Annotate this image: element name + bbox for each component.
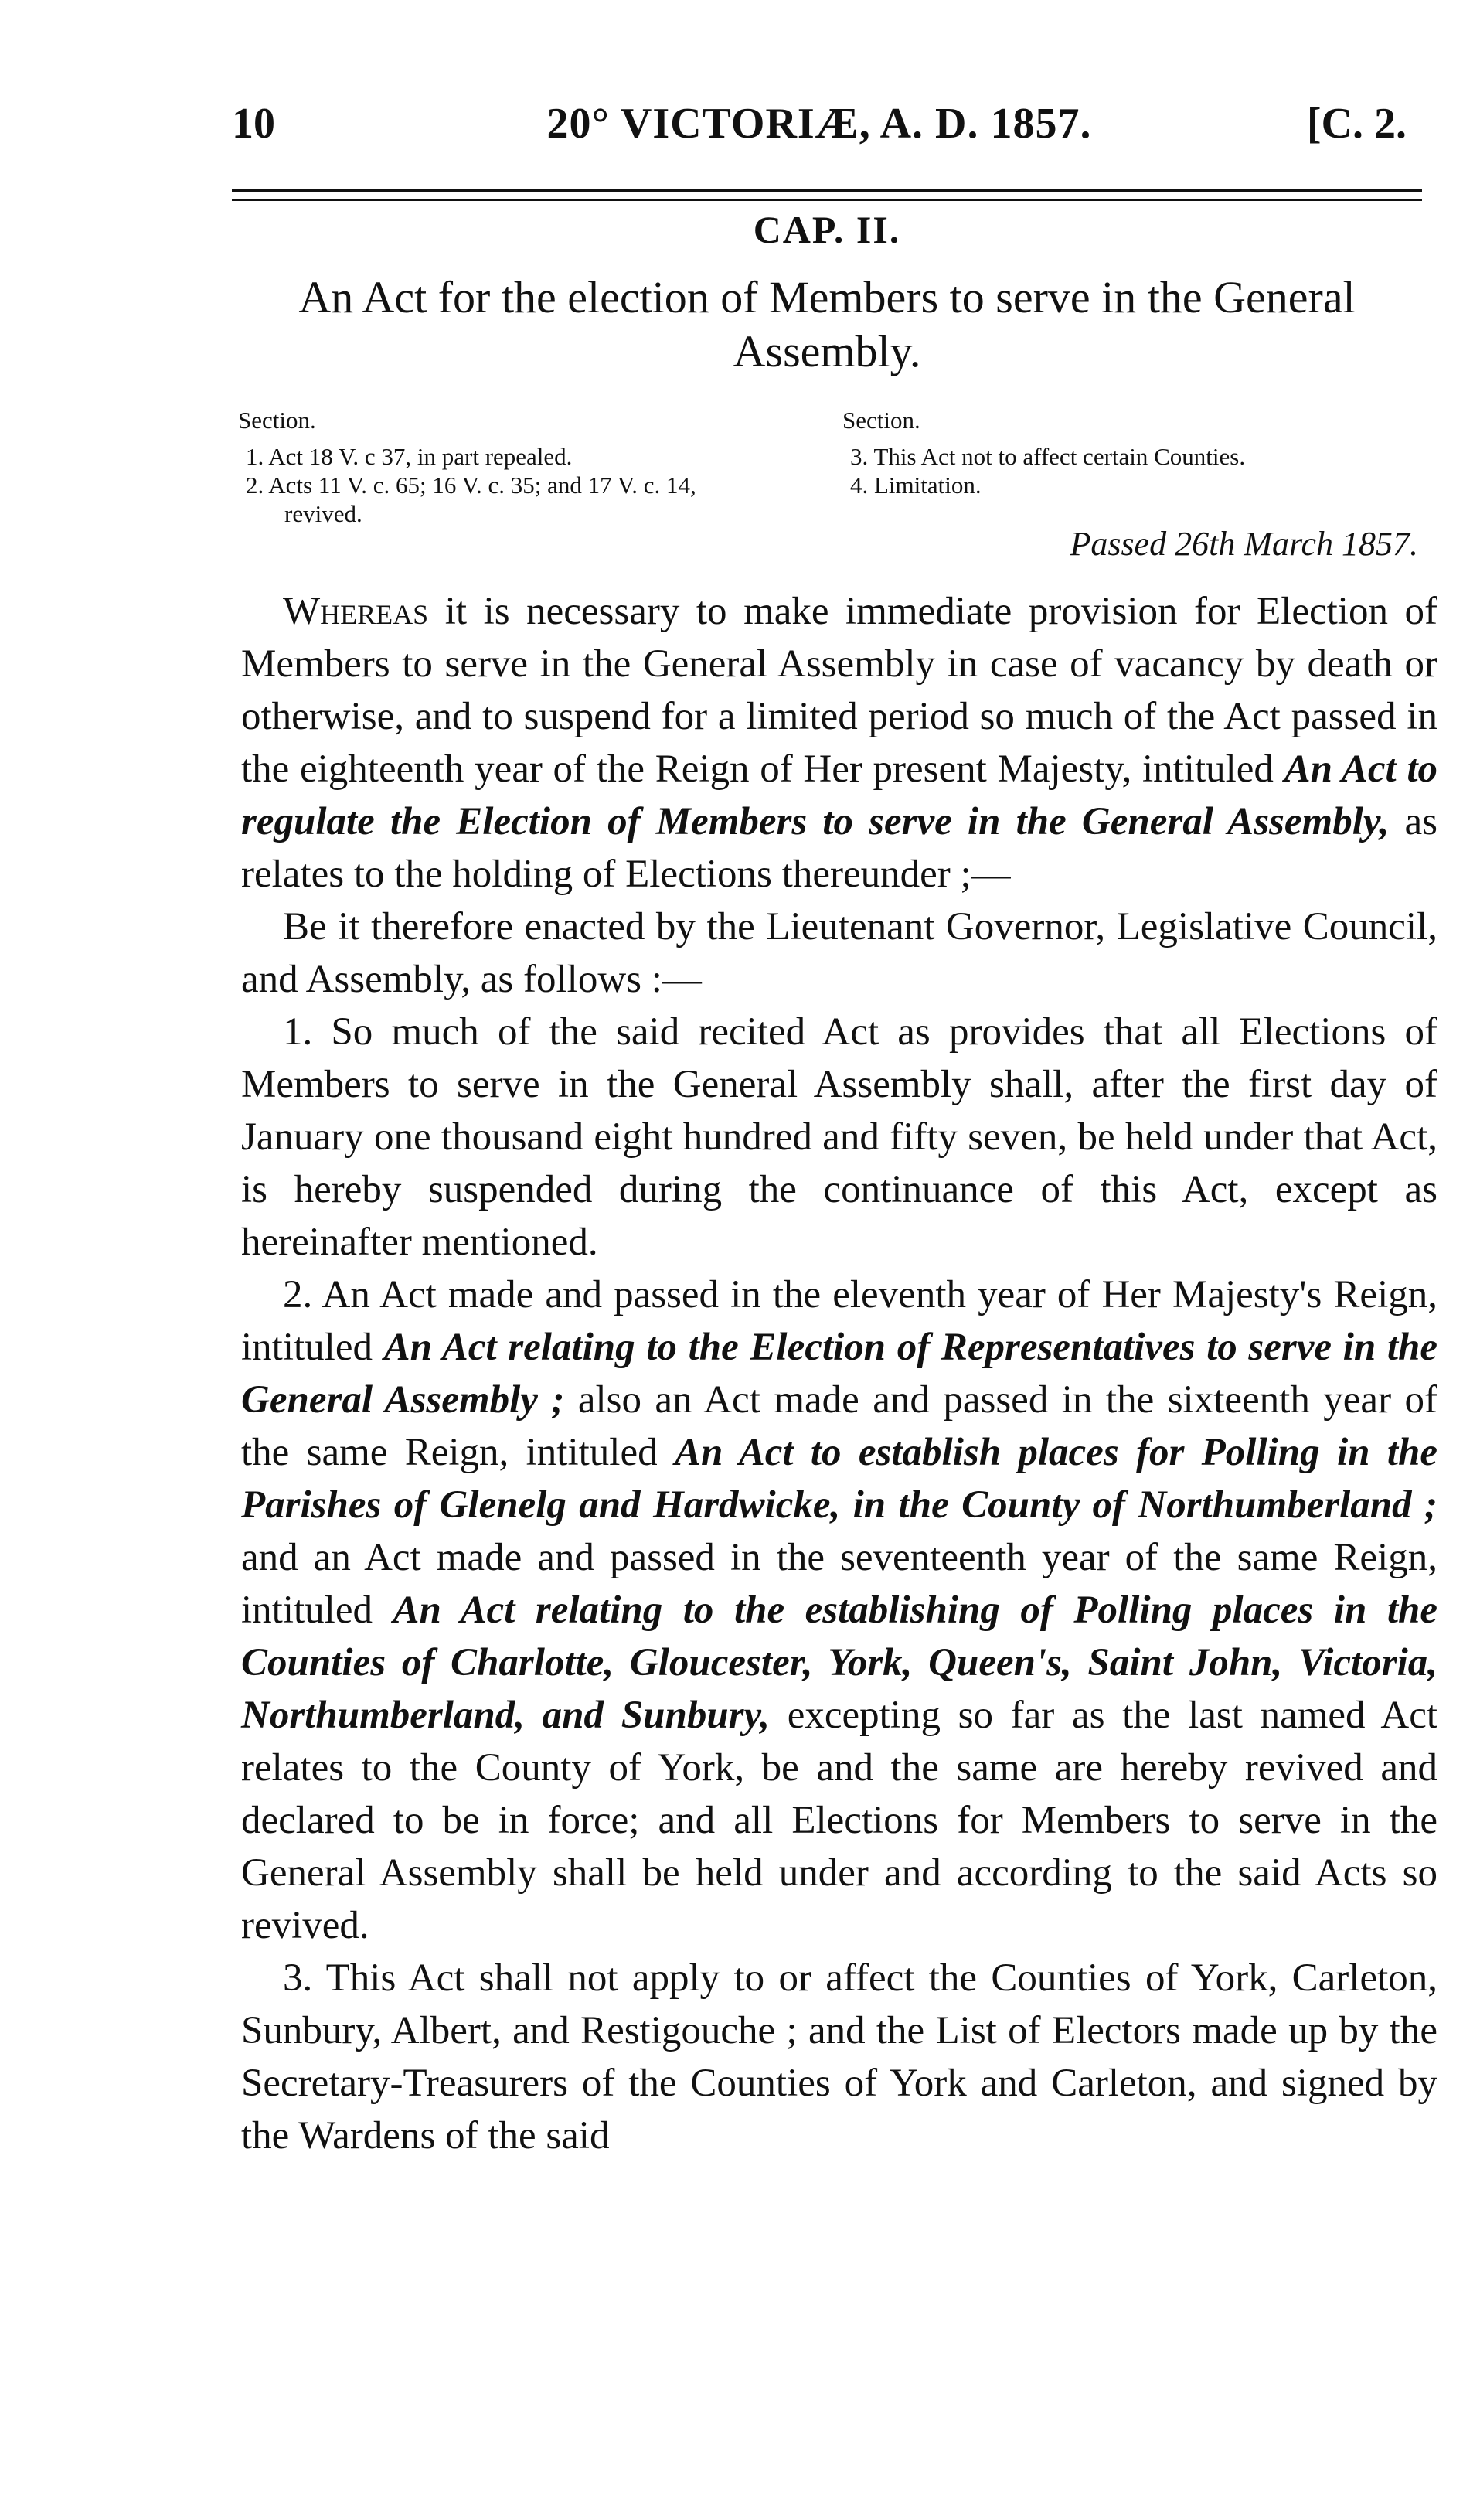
running-title: 20° VICTORIÆ, A. D. 1857. <box>546 100 1092 148</box>
contents-right-column <box>842 406 1430 499</box>
contents-heading: Section. <box>238 407 316 434</box>
enacting-clause: Be it therefore enacted by the Lieutenant Governor, Legislative Council, and Assembly, as follows :— <box>241 905 1437 1001</box>
preamble-text: it is necessary to make immediate provision for Election of Members to serve in the General Assembly in case of vacancy by death or otherwise, and to suspend for a limited period so much of the Act passed in the eighteenth year of the Reign of Her present Majesty, intituled <box>241 590 1437 791</box>
preamble-paragraph <box>241 585 1437 901</box>
act-name: An Act to regulate the Election of Members to serve in the General Assembly, <box>241 747 1437 843</box>
cap-heading: CAP. II. <box>753 208 901 251</box>
section-2 <box>241 1269 1437 1952</box>
preamble-text: as relates to the holding of Elections thereunder ;— <box>241 800 1437 896</box>
act-name: An Act relating to the Election of Representatives to serve in the General Assembly ; <box>241 1326 1437 1422</box>
contents-item: 1. Act 18 V. c 37, in part repealed. <box>246 443 573 470</box>
contents-item: 3. This Act not to affect certain Counties. <box>850 443 1246 470</box>
header-rule-thin <box>232 199 1422 201</box>
act-body <box>241 585 1437 2162</box>
section-text: and an Act made and passed in the seventeenth year of the same Reign, intituled <box>241 1536 1437 1632</box>
section-text: excepting so far as the last named Act relates to the County of York, be and the same are hereby revived and declared to be in force; and all Elections for Members to serve in the General Assembly shall be held under and according to the said Acts so revived. <box>241 1694 1438 1947</box>
contents-heading: Section. <box>842 407 920 434</box>
contents-left-column <box>238 406 779 528</box>
running-header <box>232 99 1407 161</box>
contents-item: 2. Acts 11 V. c. 65; 16 V. c. 35; and 17 V. c. 14, revived. <box>246 472 696 527</box>
section-3: 3. This Act shall not apply to or affect the Counties of York, Carleton, Sunbury, Albert, and Restigouche ; and the List of Electors made up by the Secretary-Treasurers of the Counties of York and Carleton, and signed by the Wardens of the said <box>241 1956 1437 2157</box>
act-title: An Act for the election of Members to serve in the General Assembly. <box>298 272 1356 376</box>
passed-date: Passed 26th March 1857. <box>1070 525 1418 563</box>
section-text: 2. An Act made and passed in the eleventh year of Her Majesty's Reign, intituled <box>241 1273 1437 1369</box>
chapter-reference: [C. 2. <box>1306 100 1407 148</box>
section-1: 1. So much of the said recited Act as provides that all Elections of Members to serve in the General Assembly shall, after the first day of January one thousand eight hundred and fifty seven, be held under that Act, is hereby suspended during the continuance of this Act, except as hereinafter mentioned. <box>241 1010 1437 1264</box>
preamble-first-word: Whereas <box>283 590 429 633</box>
page-number: 10 <box>232 100 275 148</box>
header-rule <box>232 189 1422 192</box>
section-text: also an Act made and passed in the sixteenth year of the same Reign, intituled <box>241 1378 1437 1474</box>
act-name: An Act relating to the establishing of Polling places in the Counties of Charlotte, Gloucester, York, Queen's, Saint John, Victoria, Northumberland, and Sunbury, <box>241 1589 1437 1737</box>
contents-item: 4. Limitation. <box>850 472 982 499</box>
act-name: An Act to establish places for Polling in the Parishes of Glenelg and Hardwicke, in the County of Northumberland ; <box>241 1431 1437 1527</box>
